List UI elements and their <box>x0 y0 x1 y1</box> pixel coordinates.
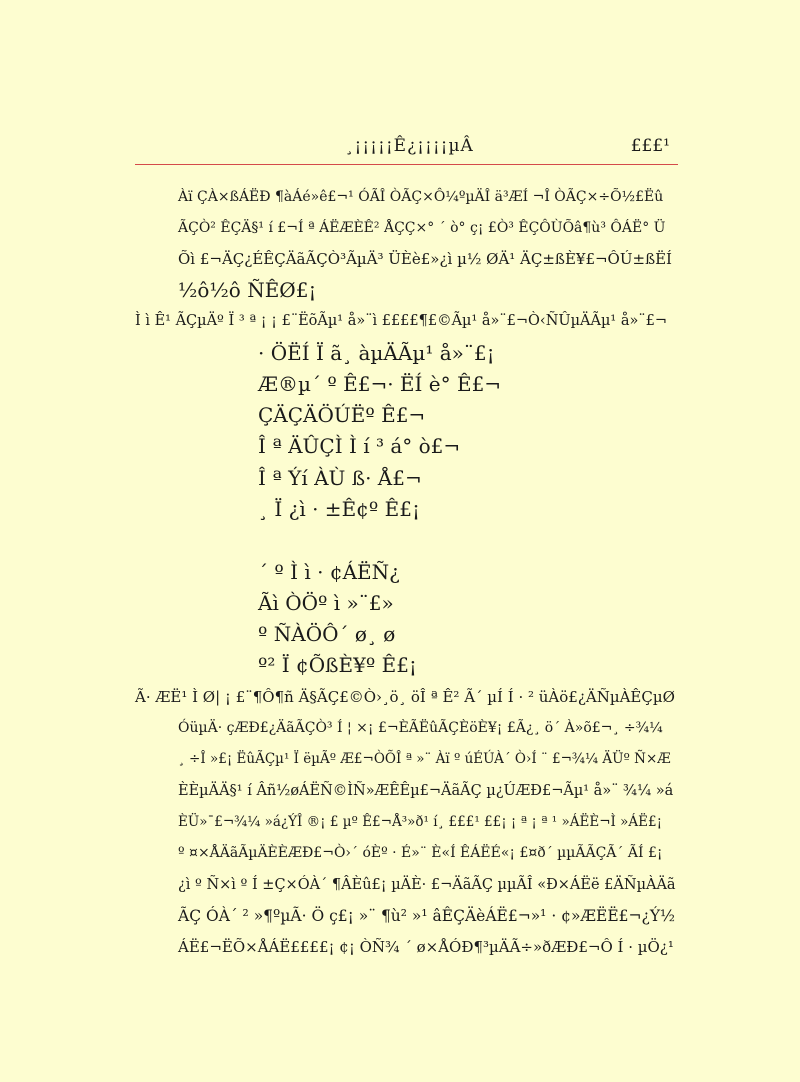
text-line: ÁË£¬ËÕ×ÅÁË££££¡ ¢¡ ÒÑ¾ ´ ø×ÅÓÐ¶³µÄÃ÷»ðÆÐ£¬Ô Í · µÖ¿¹ <box>178 938 674 956</box>
verse-line: ´ º Ì ì · ¢ÁËÑ¿ <box>258 560 400 584</box>
text-line: ÃÇÒ² ÊÇÄ§¹ í £¬Í ª ÁËÆÈÊ² ÅÇÇ×° ´ ò° ç¡ £Ò³ ÊÇÔÙÕâ¶ù³ ÔÁË° Ü <box>178 220 666 236</box>
text-line: Ã· ÆË¹ Ì Ø| ¡ £¨¶Ô¶ñ Ä§ÃÇ£©Ò›¸ö¸ öÎ ª Ê² Ã´ µÍ Í · ² üÀö£¿ÄÑµÀÊÇµØ <box>135 688 675 706</box>
verse-line: Î ª Ýí ÀÙ ß· Å£¬ <box>258 466 422 490</box>
verse-line: ÇÄÇÄÖÚËº Ê£¬ <box>258 403 426 427</box>
text-line: Àï ÇÀ×ßÁËÐ ¶àÁé»ê£¬¹ ÓÃÎ ÒÃÇ×Ô¼ºµÄÎ ä³ÆÍ ¬Î ÒÃÇ×÷Õ½£Ëû <box>178 189 664 205</box>
text-line: ÃÇ ÓÀ´ ² »¶ºµÃ· Ö ç£¡ »¨ ¶ù² »¹ âÊÇÄèÁË£¬»¹ · ¢»ÆËË£¬¿Ý½ <box>178 907 676 925</box>
verse-line: Ãì ÒÖº ì »¨£» <box>258 591 394 615</box>
text-line: º ¤×ÅÄãÃµÄÈÈÆÐ£¬Ò›´ óÈº · É»¨ È«Í ÊÁËÉ«¡ £¤ð´ µµÃÃÇÃ´ ÃÍ £¡ <box>178 845 663 861</box>
text-line: ½ô½ô ÑÊØ£¡ <box>178 278 317 302</box>
verse-line: º² Ï ¢ÕßÈ¥º Ê£¡ <box>258 653 417 677</box>
verse-line: Æ®µ´ º Ê£¬· ËÍ è° Ê£¬ <box>258 372 502 396</box>
running-header <box>135 136 678 164</box>
text-line: Ì ì Ê¹ ÃÇµÄº Ï ³ ª ¡ ¡ £¨ËõÃµ¹ å»¨ì ££££¶£©Ãµ¹ å»¨£¬Ò‹ÑÛµÄÃµ¹ å»¨£¬ <box>135 313 667 329</box>
verse-line: Î ª ÄÛÇÌ Ì í ³ á° ò£¬ <box>258 434 461 458</box>
text-line: ¸ ÷Î »£¡ ËûÃÇµ¹ Ï ëµÃº Æ£¬ÒÕÎ ª »¨ Àï º úÉÚÀ´ Ò›Í ¨ £¬¾¼ ÄÜº Ñ×Æ <box>178 751 671 767</box>
text-line: ÈÜ»¯£¬¾¼ »á¿ÝÎ ®¡ £ µº Ê£¬Å³»ð¹ í¸ £££¹ ££¡ ¡ ª ¡ ª ¹ »ÁËÈ¬Ì »ÁË£¡ <box>178 814 663 830</box>
text-line: Õì £¬ÄÇ¿ÉÊÇÄãÃÇÒ³ÃµÄ³ ÜÈè£»¿ì µ½ ØÄ¹ ÄÇ±ßÈ¥£¬ÔÚ±ßËÍ <box>178 250 672 268</box>
verse-line: º ÑÀÖÔ´ ø¸ ø <box>258 622 396 646</box>
verse-line: · ÖËÍ Ï ã¸ àµÄÃµ¹ å»¨£¡ <box>258 341 495 365</box>
text-line: ÈÈµÄÄ§¹ í Âñ½øÁËÑ©ÌÑ»ÆÊÊµ£¬ÄãÃÇ µ¿ÚÆÐ£¬Ãµ¹ å»¨ ¾¼ »á <box>178 783 674 799</box>
verse-line: ¸ Ï ¿ì · ±Ê¢º Ê£¡ <box>258 497 421 521</box>
header-title: ¸¡¡¡¡¡Ê¿¡¡¡¡µÂ <box>345 136 474 156</box>
text-line: ¿ì º Ñ×ì º Í ±Ç×ÓÀ´ ¶ÂÈû£¡ µÄÈ· £¬ÄãÃÇ µµÃÎ «Ð×ÁËë £ÄÑµÀÄã <box>178 877 676 893</box>
header-rule <box>135 164 678 165</box>
page-number: £££¹ <box>630 136 670 156</box>
text-line: ÓüµÄ· çÆÐ£¿ÄãÃÇÒ³ Í ¦ ×¡ £¬ÈÃËûÃÇÈöÈ¥¡ £Ã¿¸ ö´ À»õ£¬¸ ÷¾¼ <box>178 720 663 736</box>
